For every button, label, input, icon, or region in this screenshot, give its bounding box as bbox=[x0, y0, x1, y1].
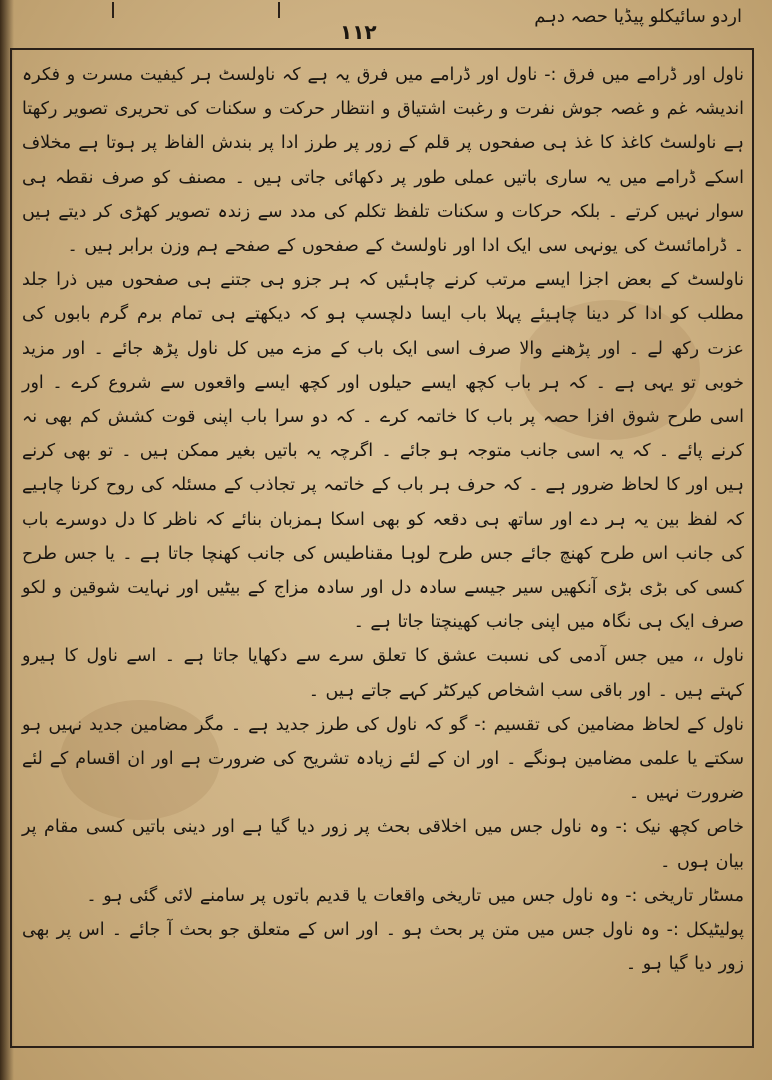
paragraph: ناول کے لحاظ مضامین کی تقسیم :- گو کہ ناول کی طرز جدید ہے ۔ مگر مضامین جدید نہیں ہو سکتے یا علمی مضامین ہونگے ۔ اور ان کے لئے زیادہ تشریح کی ضرورت ہے اور ان اقسام کے لئے ضرورت نہیں ۔ bbox=[22, 714, 744, 804]
body-text bbox=[22, 58, 744, 981]
running-head: اردو سائیکلو پیڈیا حصہ دہم bbox=[534, 6, 742, 27]
list-item: پولیٹیکل :- وہ ناول جس میں متن پر بحث ہو ۔ اور اس کے متعلق جو بحث آ جائے ۔ اس پر بھی زور دیا گیا ہو ۔ bbox=[22, 920, 744, 975]
paragraph: ناول اور ڈرامے میں فرق :- ناول اور ڈرامے میں فرق یہ ہے کہ ناولسٹ ہر کیفیت مسرت و فکرہ اندیشہ غم و غصہ جوش نفرت و رغبت اشتیاق و انتظار حرکت و سکنات کی تحریری تصویر رکھتا ہے ناولسٹ کاغذ کا غذ ہی صفحوں پر قلم کے زور پر طرز ادا پر بندش الفاظ پر ہوتا ہے مخلاف اسکے ڈرامے میں یہ ساری باتیں عملی طور پر دکھائی جاتی ہیں ۔ مصنف کو صرف نقطہ ہی سوار نہیں کرتے ۔ بلکہ حرکات و سکنات تلفظ تکلم کی مدد سے زندہ تصویر کھڑی کر دیتے ہیں ۔ ڈرامائسٹ کی یونہی سی ایک ادا اور ناولسٹ کے صفحوں کے صفحے ہم وزن برابر ہیں ۔ bbox=[22, 65, 744, 257]
page-number: ۱۱۲ bbox=[340, 20, 377, 44]
page-mark bbox=[112, 2, 114, 18]
list-item: خاص کچھ نیک :- وہ ناول جس میں اخلاقی بحث پر زور دیا گیا ہے اور دینی باتیں کسی مقام پر بیان ہوں ۔ bbox=[22, 817, 744, 872]
paragraph: ناول ،، میں جس آدمی کی نسبت عشق کا تعلق سرے سے دکھایا جاتا ہے ۔ اسے ناول کا ہیرو کہتے ہیں ۔ اور باقی سب اشخاص کیرکٹر کہے جاتے ہیں ۔ bbox=[22, 646, 744, 701]
page-mark bbox=[278, 2, 280, 18]
paragraph: ناولسٹ کے بعض اجزا ایسے مرتب کرنے چاہئیں کہ ہر جزو ہی جتنے ہی صفحوں میں ذرا جلد مطلب کو ادا کر دینا چاہیئے پہلا باب ایسا دلچسپ ہو کہ دیکھتے ہی تمام برم گرم بابوں کی عزت رکھ لے ۔ اور پڑھنے والا صرف اسی ایک باب کے مزے میں کل ناول پڑھ جائے ۔ اور مزید خوبی تو یہی ہے ۔ کہ ہر باب کچھ ایسے حیلوں اور کچھ ایسے واقعوں سے شروع کرے ۔ اور اسی طرح شوق افزا حصہ پر باب کا خاتمہ کرے ۔ کہ دو سرا باب اپنی قوت کشش کم بھی نہ کرنے پائے ۔ کہ یہ اسی جانب متوجہ ہو جائے ۔ اگرچہ یہ باتیں بغیر ممکن ہیں ۔ تو بھی کرنے ہیں اور کا لحاظ ضرور ہے ۔ کہ حرف ہر باب کے خاتمہ پر تجاذب کے مسئلہ کی روح کرنا چاہیے کہ لفظ بین یہ ہر دے اور ساتھ ہی دقعہ کو بھی اسکا ہمزبان بنائے کہ ناظر کا دل دوسرے باب کی جانب اس طرح کھنچ جائے جس طرح لوہا مقناطیس کی جانب کھنچا جاتا ہے ۔ یا جس طرح کسی کی بڑی بڑی آنکھیں سیر جیسے سادہ دل اور سادہ مزاج کے بیٹیں اور نہایت شوقین و لکو صرف ایک ہی نگاہ میں اپنی جانب کھینچتا جاتا ہے ۔ bbox=[22, 270, 744, 633]
list-item: مسٹار تاریخی :- وہ ناول جس میں تاریخی واقعات یا قدیم باتوں پر سامنے لائی گئی ہو ۔ bbox=[86, 885, 744, 906]
